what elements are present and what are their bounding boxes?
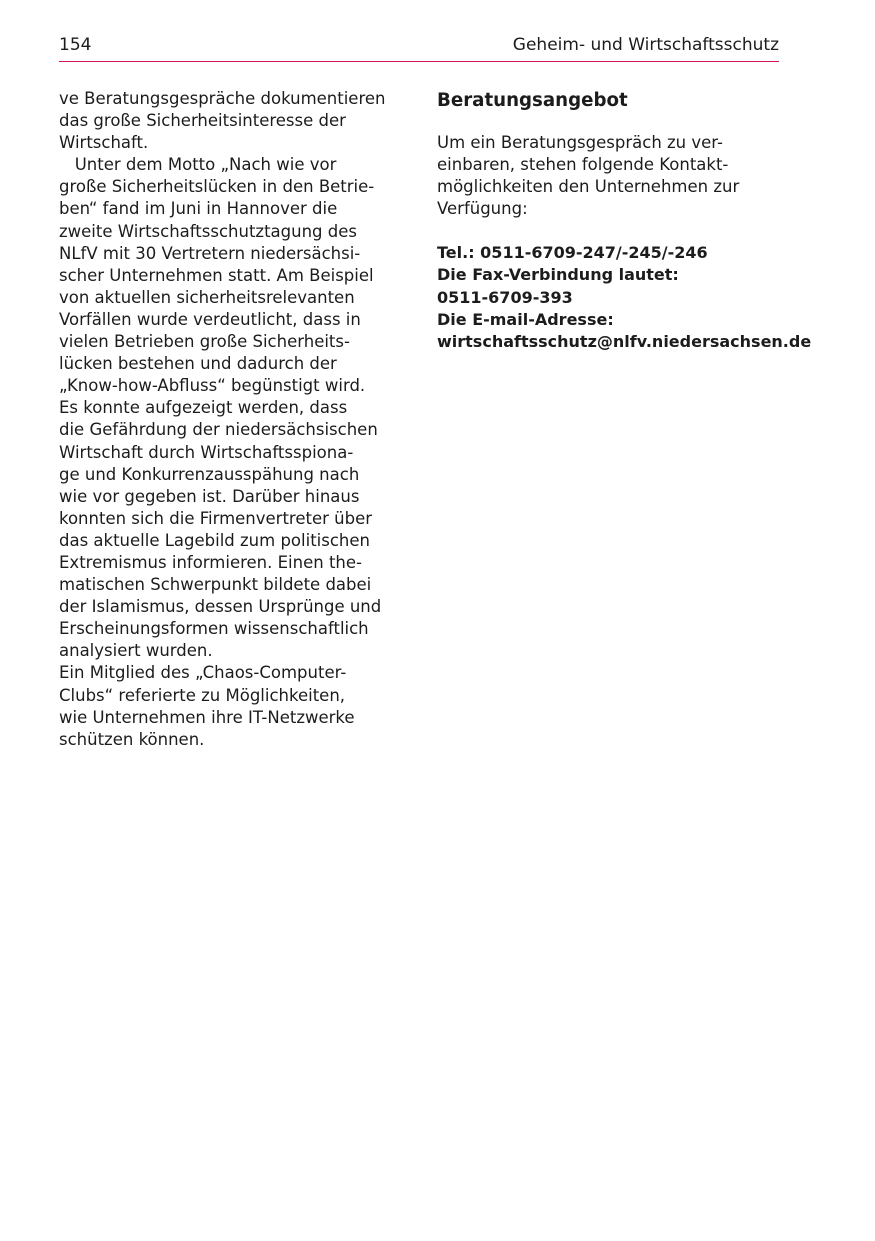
body-text-line: der Islamismus, dessen Ursprünge und xyxy=(59,597,382,617)
body-text-line: Wirtschaft. xyxy=(59,133,149,153)
body-text-line: scher Unternehmen statt. Am Beispiel xyxy=(59,265,374,285)
email-address: wirtschaftsschutz@nlfv.niedersachsen.de xyxy=(437,331,812,351)
body-text-line: lücken bestehen und dadurch der xyxy=(59,354,337,374)
body-text-line: „Know-how-Abfluss“ begünstigt wird. xyxy=(59,376,366,396)
body-text-line: Es konnte aufgezeigt werden, dass xyxy=(59,398,348,418)
intro-paragraph xyxy=(437,132,787,220)
body-text-line: schützen können. xyxy=(59,729,205,749)
left-text-column xyxy=(59,88,404,751)
body-text-line: wie Unternehmen ihre IT-Netzwerke xyxy=(59,707,355,727)
phone-number: Tel.: 0511-6709-247/-245/-246 xyxy=(437,243,708,263)
body-text-line: Clubs“ referierte zu Möglichkeiten, xyxy=(59,685,346,705)
body-text-line: wie vor gegeben ist. Darüber hinaus xyxy=(59,486,360,506)
body-text-line: das aktuelle Lagebild zum politischen xyxy=(59,530,370,550)
body-text-line: ge und Konkurrenzausspähung nach xyxy=(59,464,360,484)
body-text-line: die Gefährdung der niedersächsischen xyxy=(59,420,378,440)
body-text-line: große Sicherheitslücken in den Betrie- xyxy=(59,177,375,197)
body-text-line: Unter dem Motto „Nach wie vor xyxy=(59,155,337,175)
section-heading: Beratungsangebot xyxy=(437,90,628,111)
page-header xyxy=(59,34,779,62)
body-text-line: matischen Schwerpunkt bildete dabei xyxy=(59,575,372,595)
body-text-line: ben“ fand im Juni in Hannover die xyxy=(59,199,338,219)
intro-text-line: Um ein Beratungsgespräch zu ver- xyxy=(437,133,723,152)
body-text-line: Erscheinungsformen wissenschaftlich xyxy=(59,619,369,639)
contact-block xyxy=(437,242,812,352)
body-text-line: Extremismus informieren. Einen the- xyxy=(59,552,362,572)
body-text-line: zweite Wirtschaftsschutztagung des xyxy=(59,221,357,241)
body-text-line: Wirtschaft durch Wirtschaftsspiona- xyxy=(59,442,354,462)
body-text-line: analysiert wurden. xyxy=(59,641,213,661)
body-text-line: vielen Betrieben große Sicherheits- xyxy=(59,332,350,352)
fax-label: Die Fax-Verbindung lautet: xyxy=(437,265,679,285)
body-text-line: das große Sicherheitsinteresse der xyxy=(59,111,346,131)
intro-text-line: möglichkeiten den Unternehmen zur xyxy=(437,177,740,197)
body-text-line: von aktuellen sicherheitsrelevanten xyxy=(59,287,355,307)
running-title: Geheim- und Wirtschaftsschutz xyxy=(512,35,779,55)
right-text-column xyxy=(437,88,812,353)
body-text-line: ve Beratungsgespräche dokumentieren xyxy=(59,89,386,108)
intro-text-line: Verfügung: xyxy=(437,199,528,219)
fax-number: 0511-6709-393 xyxy=(437,287,573,307)
email-label: Die E-mail-Adresse: xyxy=(437,309,614,329)
body-text-line: Vorfällen wurde verdeutlicht, dass in xyxy=(59,309,361,329)
page-number: 154 xyxy=(59,35,92,55)
body-text-line: NLfV mit 30 Vertretern niedersächsi- xyxy=(59,243,361,263)
body-text-line: konnten sich die Firmenvertreter über xyxy=(59,508,373,528)
body-text-line: Ein Mitglied des „Chaos-Computer- xyxy=(59,663,347,683)
intro-text-line: einbaren, stehen folgende Kontakt- xyxy=(437,155,729,175)
